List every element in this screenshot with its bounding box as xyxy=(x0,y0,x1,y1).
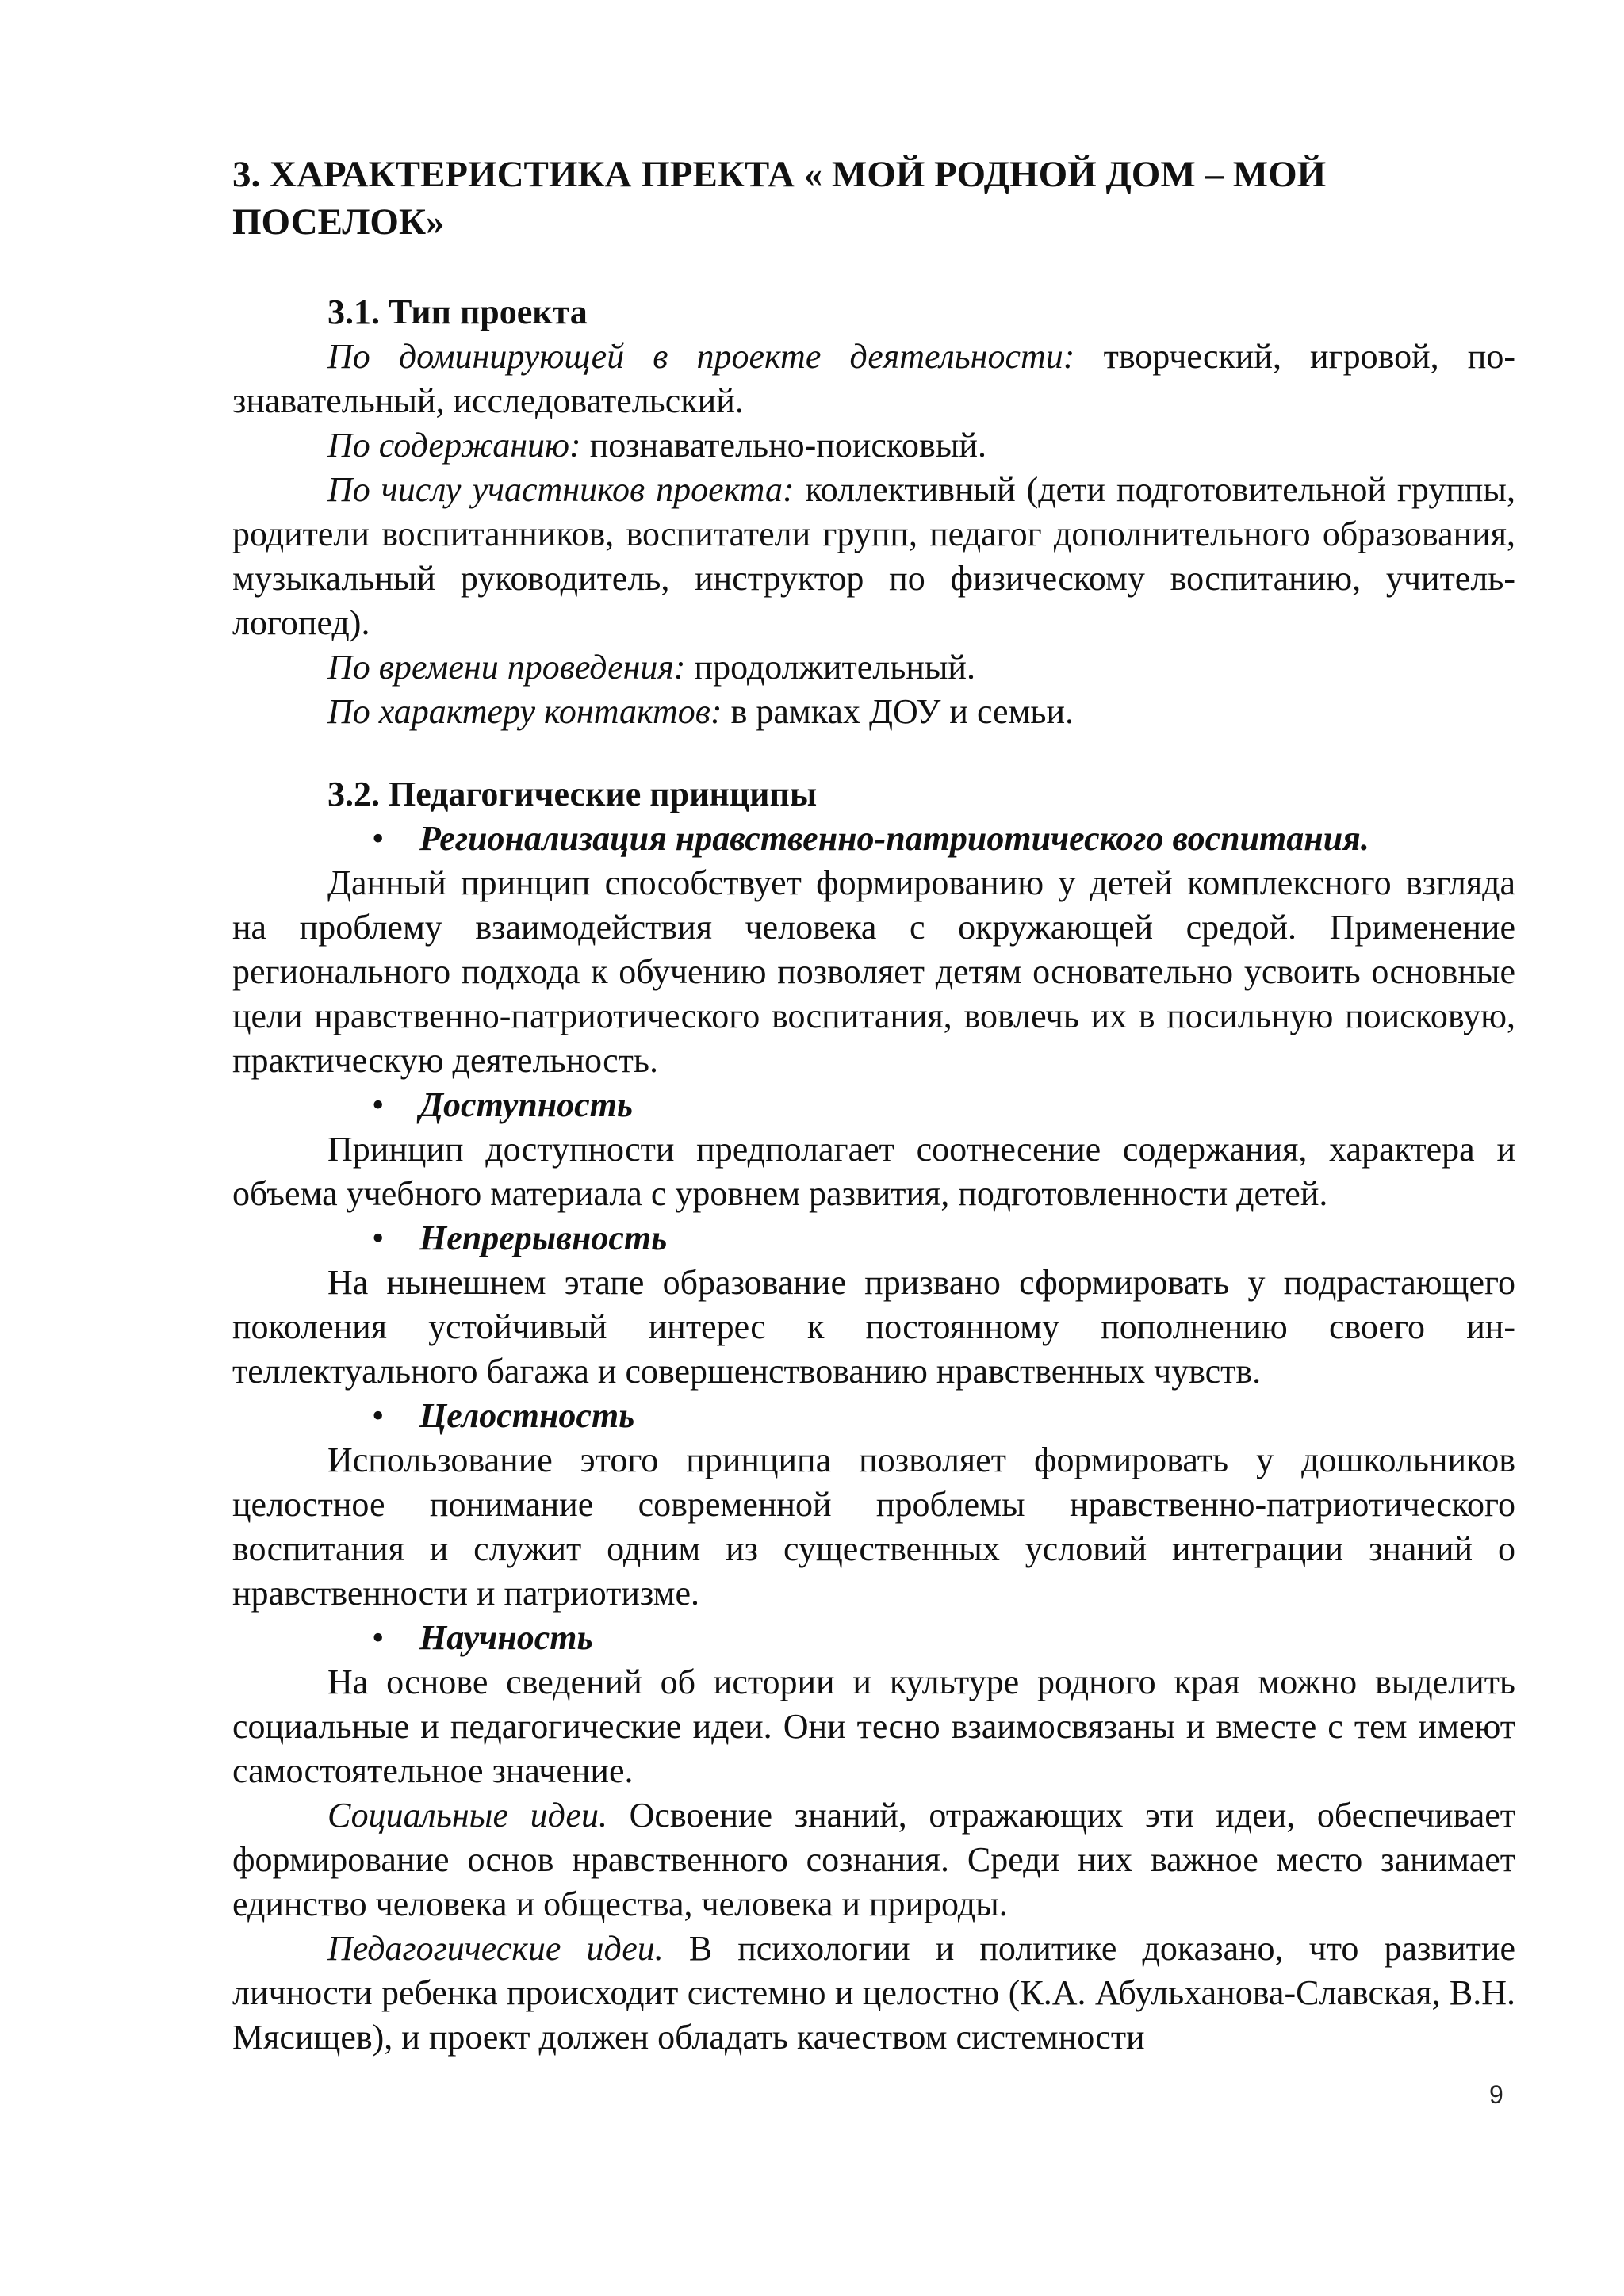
page-number: 9 xyxy=(1489,2080,1503,2109)
project-type-label: По характеру контактов: xyxy=(327,692,722,731)
project-type-text: в рамках ДОУ и семьи. xyxy=(722,692,1074,731)
project-type-text: творческий, игровой, познавательный, исследовательский. xyxy=(232,337,1515,420)
chapter-heading xyxy=(232,151,1515,246)
ideas-paragraph xyxy=(232,1793,1515,1927)
principle-description: Принцип доступности предполагает соотнесение содержания, характера и объема учебного материала с уровнем развития, подготовленности детей. xyxy=(232,1130,1515,1213)
project-type-label: По доминирующей в проекте деятельности: xyxy=(327,337,1075,376)
principle-bullet xyxy=(232,817,1515,861)
bullet-dot-icon: • xyxy=(372,1618,385,1657)
ideas-text: В психологии и политике доказано, что развитие личности ребенка происходит системно и целостно (К.А. Абульханова-Славская, В.Н. Мясищев), и проект должен обладать качеством системности xyxy=(232,1929,1515,2057)
project-type-label: По содержанию: xyxy=(327,426,581,465)
bullet-dot-icon: • xyxy=(372,1085,385,1124)
chapter-heading-line-2: ПОСЕЛОК» xyxy=(232,201,445,243)
principle-name: Доступность xyxy=(419,1085,634,1124)
principle-bullet xyxy=(232,1616,1515,1660)
bullet-dot-icon: • xyxy=(372,1219,385,1257)
bullet-dot-icon: • xyxy=(372,1396,385,1435)
project-type-paragraph xyxy=(232,645,1515,690)
principle-bullet xyxy=(232,1216,1515,1261)
principle-name: Непрерывность xyxy=(419,1219,668,1257)
project-type-paragraph xyxy=(232,423,1515,468)
project-type-paragraph xyxy=(232,468,1515,645)
project-type-text: продолжительный. xyxy=(685,648,975,687)
section-title-principles: 3.2. Педагогические принципы xyxy=(327,775,818,813)
principle-description: На нынешнем этапе образование призвано сформировать у подрастающего поколения устойчивый интерес к постоянному пополнению своего интеллектуального багажа и совершенствованию нравственных чувств. xyxy=(232,1263,1515,1391)
principle-name: Регионализация нравственно-патриотического воспитания. xyxy=(419,819,1369,858)
ideas-paragraph xyxy=(232,1927,1515,2060)
ideas-text: Освоение знаний, отражающих эти идеи, обеспечивает формирование основ нравственного сознания. Среди них важное место занимает единство человека и общества, человека и природы. xyxy=(232,1796,1515,1923)
principle-description: Данный принцип способствует формированию у детей комплексного взгляда на проблему взаимодействия человека с окружающей средой. Применение регионального подхода к обучению позволяет детям основательно усвоить основные цели нравственно-патриотического воспитания, вовлечь их в посильную поисковую, практическую деятельность. xyxy=(232,863,1515,1080)
principle-name: Научность xyxy=(419,1618,593,1657)
principle-bullet xyxy=(232,1083,1515,1127)
ideas-label: Социальные идеи. xyxy=(327,1796,607,1835)
project-type-label: По числу участников проекта: xyxy=(327,470,795,509)
project-type-label: По времени проведения: xyxy=(327,648,686,687)
principle-description: На основе сведений об истории и культуре родного края можно выделить социальные и педагогические идеи. Они тесно взаимосвязаны и вместе с тем имеют самостоятельное значение. xyxy=(232,1663,1515,1790)
principle-name: Целостность xyxy=(419,1396,635,1435)
project-type-text: познавательно-поисковый. xyxy=(580,426,986,465)
section-title-project-type: 3.1. Тип проекта xyxy=(327,293,588,331)
document-page xyxy=(232,151,1515,2060)
ideas-label: Педагогические идеи. xyxy=(327,1929,664,1968)
principle-bullet xyxy=(232,1394,1515,1438)
bullet-dot-icon: • xyxy=(372,819,385,858)
project-type-paragraph xyxy=(232,690,1515,734)
project-type-text: коллективный (дети подготовительной группы, родители воспитанников, воспитатели групп, педагог дополнительного образования, музыкальный руководитель, инструктор по физическому воспитанию, учитель-логопед). xyxy=(232,470,1515,642)
chapter-heading-line-1: 3. ХАРАКТЕРИСТИКА ПРЕКТА « МОЙ РОДНОЙ ДОМ – МОЙ xyxy=(232,154,1327,195)
project-type-paragraph xyxy=(232,335,1515,423)
principle-description: Использование этого принципа позволяет формировать у дошкольников целостное понимание современной проблемы нравственно-патриотического воспитания и служит одним из существенных условий интеграции знаний о нравственности и патриотизме. xyxy=(232,1441,1515,1613)
